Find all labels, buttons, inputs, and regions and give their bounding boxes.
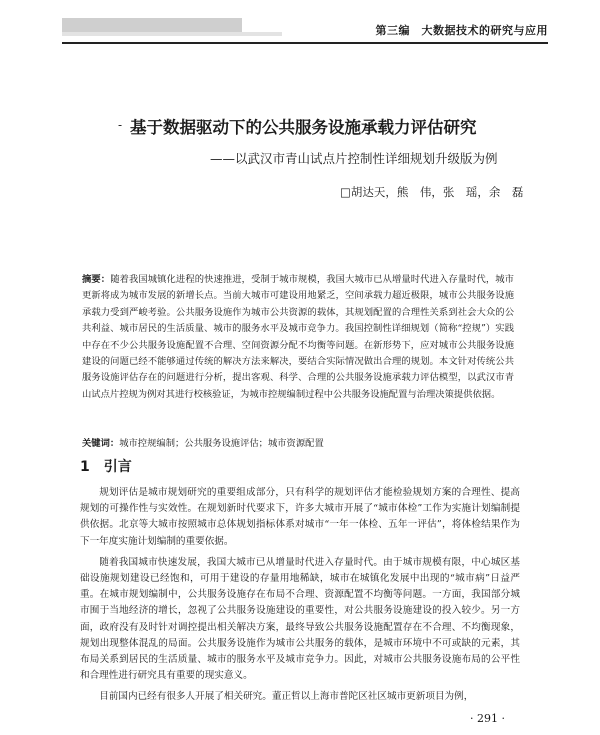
running-title: 第三编 大数据技术的研究与应用: [375, 24, 548, 37]
abstract-text: 随着我国城镇化进程的快速推进，受制于城市规模，我国大城市已从增量时代进入存量时代，城市更新将成为城市发展的新增长点。当前大城市可建设用地紧乏，空间承载力超近极限，城市公共服务设施承载力受到严峻考验。公共服务设施作为城市公共资源的载体，其规划配置的合理性关系到社会大众的公共利益、城市居民的生活质量、城市的服务水平及城市竞争力。我国控制性详细规划（简称“控规”）实践中存在不少公共服务设施配置不合理、空间资源分配不均衡等问题。在新形势下，应对城市公共服务设施建设的问题已经不能够通过传统的解决方法来解决，要结合实际情况做出合理的规划。本文针对传统公共服务设施评估存在的问题进行分析，提出客观、科学、合理的公共服务设施承载力评估模型，以武汉市青山试点片控规为例对其进行校核验证，为城市控规编制过程中公共服务设施配置与治理决策提供依据。: [82, 274, 514, 400]
abstract: [82, 272, 514, 403]
body-paragraph: 规划评估是城市规划研究的重要组成部分，只有科学的规划评估才能检验规划方案的合理性、提高规划的可操作性与实效性。在规划新时代要求下，许多大城市开展了“城市体检”工作为实施计划编制提供依据。北京等大城市按照城市总体规划指标体系对城市“一年一体检、五年一评估”，将体检结果作为下一年度实施计划编制的重要依据。: [80, 487, 520, 547]
body-paragraph: 随着我国城市快速发展，我国大城市已从增量时代进入存量时代。由于城市规模有限，中心城区基础设施规划建设已经饱和，可用于建设的存量用地稀缺，城市在城镇化发展中出现的“城市病”日益严重。在城市规划编制中，公共服务设施存在布局不合理、资源配置不均衡等问题。一方面，我国部分城市囿于当地经济的增长，忽视了公共服务设施建设的重要性，对公共服务设施建设的投入较少。另一方面，政府没有及时针对调控提出相关解决方案，最终导致公共服务设施配置存在不合理、不均衡现象，规划出现整体混乱的局面。公共服务设施作为城市公共服务的载体，是城市环境中不可或缺的元素，其布局关系到居民的生活质量、城市的服务水平及城市竞争力。因此，对城市公共服务设施布局的公平性和合理性进行研究具有重要的现实意义。: [80, 556, 520, 682]
article-subtitle: ——以武汉市青山试点片控制性详细规划升级版为例: [210, 151, 498, 166]
header-decoration: [62, 18, 242, 32]
body-paragraph: 目前国内已经有很多人开展了相关研究。董正哲以上海市普陀区社区城市更新项目为例，: [99, 691, 474, 703]
running-header: [62, 18, 548, 42]
section-body: [80, 485, 520, 711]
header-decoration-strip: [62, 32, 282, 36]
section-heading: [80, 456, 132, 476]
author-list: □胡达天，熊 伟，张 瑶，余 磊: [340, 185, 524, 199]
article-title: 基于数据驱动下的公共服务设施承载力评估研究: [130, 118, 477, 137]
section-title: 引言: [103, 459, 132, 475]
title-dash: -: [118, 118, 123, 132]
section-number: 1: [80, 459, 90, 475]
keywords: [82, 436, 514, 452]
header-rule: [62, 42, 548, 44]
keywords-label: 关键词：: [82, 438, 120, 449]
abstract-label: 摘要：: [82, 274, 111, 285]
page-number: · 291 ·: [470, 712, 505, 725]
keywords-text: 城市控规编制；公共服务设施评估；城市资源配置: [119, 438, 324, 449]
